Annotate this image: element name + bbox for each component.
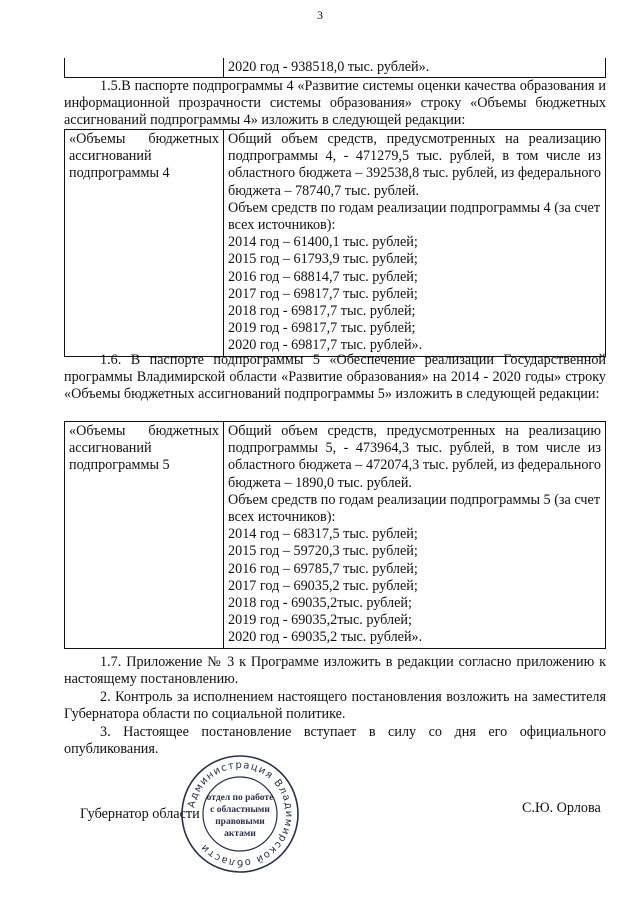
table-5-year-line: 2018 год - 69035,2тыс. рублей; bbox=[228, 595, 412, 612]
stamp-center-line: правовыми bbox=[215, 817, 265, 827]
paragraph-1-5: 1.5.В паспорте подпрограммы 4 «Развитие системы оценки качества образования и информационной прозрачности системы образования» строку «Объемы бюджетных ассигнований подпрограммы 4» изложить в следующей редакции: bbox=[64, 78, 606, 129]
paragraph-2: 2. Контроль за исполнением настоящего постановления возложить на заместителя Губернатора области по социальной политике. bbox=[64, 689, 606, 723]
table-4-year-line: 2015 год – 61793,9 тыс. рублей; bbox=[228, 251, 418, 268]
table-5-years-intro: Объем средств по годам реализации подпрограммы 5 (за счет всех источников): bbox=[228, 491, 601, 526]
table-4-year-line: 2019 год - 69817,7 тыс. рублей; bbox=[228, 320, 416, 337]
stamp-center-line: с областными bbox=[210, 805, 270, 815]
table-4-year-line: 2017 год – 69817,7 тыс. рублей; bbox=[228, 285, 418, 302]
table-4-year-line: 2018 год - 69817,7 тыс. рублей; bbox=[228, 303, 416, 320]
table-5-year-line: 2017 год – 69035,2 тыс. рублей; bbox=[228, 577, 418, 594]
table-4-total: Общий объем средств, предусмотренных на реализацию подпрограммы 4, - 471279,5 тыс. рублей, в том числе из областного бюджета – 392538,8 тыс. рублей, из федерального бюджета – 78740,7 тыс. рублей. bbox=[228, 131, 601, 199]
top-table-fragment bbox=[64, 58, 606, 78]
stamp-ring-text: Администрация Владимирской области bbox=[186, 759, 295, 869]
table-5-year-line: 2016 год – 69785,7 тыс. рублей; bbox=[228, 560, 418, 577]
table-4-left-cell: «Объемы бюджетных ассигнований подпрограммы 4 bbox=[65, 130, 224, 357]
stamp-center-line: актами bbox=[224, 829, 256, 839]
top-table-left-cell bbox=[65, 58, 224, 78]
table-subprogram-5 bbox=[64, 421, 606, 649]
signature-name: С.Ю. Орлова bbox=[522, 800, 601, 816]
table-5-total: Общий объем средств, предусмотренных на реализацию подпрограммы 5, - 473964,3 тыс. рублей, в том числе из областного бюджета – 472074,3 тыс. рублей, из федерального бюджета – 1890,0 тыс. рублей. bbox=[228, 423, 601, 491]
table-5-year-line: 2015 год – 59720,3 тыс. рублей; bbox=[228, 543, 418, 560]
table-4-year-line: 2014 год – 61400,1 тыс. рублей; bbox=[228, 234, 418, 251]
table-4-year-line: 2020 год - 69817,7 тыс. рублей». bbox=[228, 337, 423, 354]
page-number: 3 bbox=[317, 8, 323, 22]
top-table-text: 2020 год - 938518,0 тыс. рублей». bbox=[228, 59, 430, 75]
paragraph-1-7: 1.7. Приложение № 3 к Программе изложить в редакции согласно приложению к настоящему постановлению. bbox=[64, 654, 606, 688]
stamp-center-line: отдел по работе bbox=[206, 793, 274, 803]
stamp-graphic bbox=[178, 752, 302, 876]
table-5-right-cell bbox=[224, 422, 606, 649]
signature-title: Губернатор области bbox=[80, 806, 200, 822]
office-stamp bbox=[178, 752, 302, 876]
table-subprogram-4 bbox=[64, 129, 606, 357]
table-4-years-intro: Объем средств по годам реализации подпрограммы 4 (за счет всех источников): bbox=[228, 199, 601, 234]
paragraph-1-6: 1.6. В паспорте подпрограммы 5 «Обеспечение реализации Государственной программы Владимирской области «Развитие образования» на 2014 - 2020 годы» строку «Объемы бюджетных ассигнований подпрограммы 5» изложить в следующей редакции: bbox=[64, 352, 606, 403]
table-5-year-line: 2014 год – 68317,5 тыс. рублей; bbox=[228, 526, 418, 543]
table-5-year-line: 2019 год - 69035,2тыс. рублей; bbox=[228, 612, 412, 629]
top-table-right-cell bbox=[224, 58, 606, 78]
table-5-left-cell: «Объемы бюджетных ассигнований подпрограммы 5 bbox=[65, 422, 224, 649]
table-5-year-line: 2020 год - 69035,2 тыс. рублей». bbox=[228, 629, 423, 646]
table-4-right-cell bbox=[224, 130, 606, 357]
paragraph-3: 3. Настоящее постановление вступает в силу со дня его официального опубликования. bbox=[64, 724, 606, 758]
table-4-year-line: 2016 год – 68814,7 тыс. рублей; bbox=[228, 268, 418, 285]
